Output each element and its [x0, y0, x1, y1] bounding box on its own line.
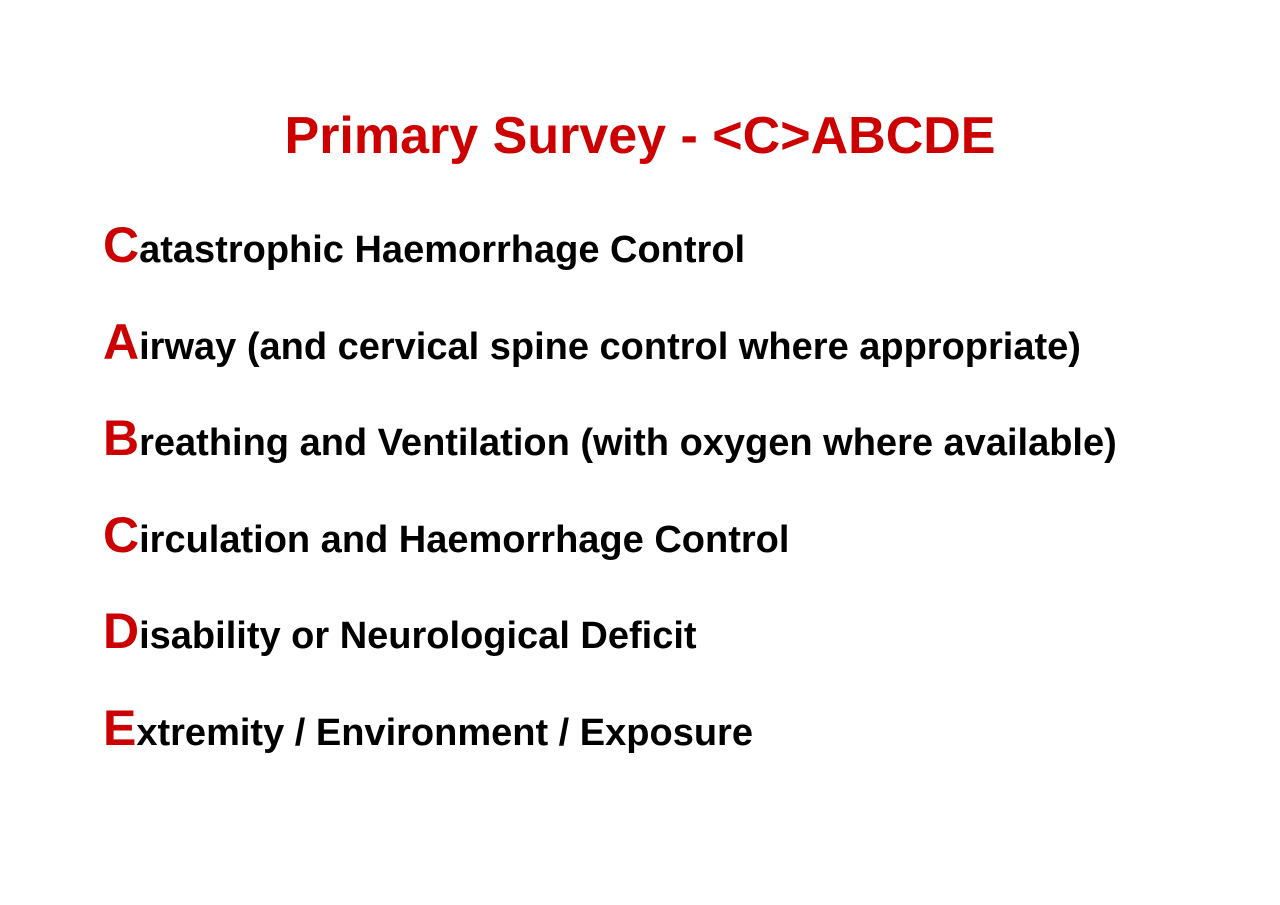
- list-item-catastrophic-haemorrhage: [103, 215, 1117, 312]
- list-item-disability: [103, 601, 1117, 698]
- item-initial-letter: E: [103, 699, 137, 756]
- item-initial-letter: D: [103, 603, 140, 659]
- item-text: irway (and cervical spine control where appropriate): [139, 325, 1081, 368]
- item-initial-letter: C: [103, 217, 140, 273]
- item-text: irculation and Haemorrhage Control: [139, 518, 790, 561]
- list-item-airway: [103, 312, 1117, 409]
- list-item-exposure: [103, 698, 1117, 795]
- slide-title: Primary Survey - <C>ABCDE: [284, 107, 996, 165]
- abcde-list: [103, 215, 1117, 794]
- item-initial-letter: C: [103, 506, 140, 563]
- list-item-circulation: [103, 505, 1117, 602]
- item-text: reathing and Ventilation (with oxygen where available): [139, 422, 1117, 464]
- item-text: atastrophic Haemorrhage Control: [139, 229, 746, 271]
- item-text: xtremity / Environment / Exposure: [136, 711, 753, 754]
- item-initial-letter: A: [103, 313, 140, 370]
- item-text: isability or Neurological Deficit: [139, 615, 697, 657]
- item-initial-letter: B: [103, 410, 140, 466]
- list-item-breathing: [103, 408, 1117, 505]
